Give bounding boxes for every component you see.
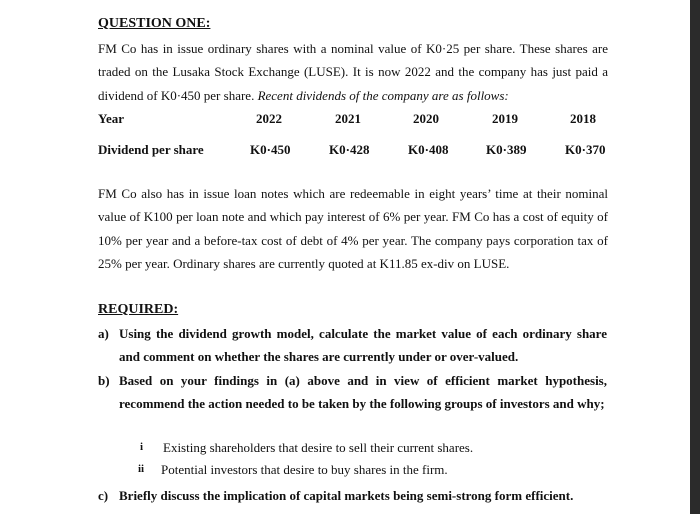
table-year-cell: 2018 [570, 111, 596, 126]
intro-paragraph [98, 37, 608, 107]
table-dividend-cell: K0·428 [329, 142, 370, 157]
table-year-cell: 2019 [492, 111, 518, 126]
loan-paragraph: FM Co also has in issue loan notes which are redeemable in eight years’ time at their nominal value of K100 per loan note and which pay interest of 6% per year. FM Co has a cost of equity of 10% per year and a before-tax cost of debt of 4% per year. The company pays corporation tax of 25% per year. Ordinary shares are currently quoted at K11.85 ex-div on LUSE. [98, 186, 608, 271]
table-year-label: Year [98, 111, 124, 126]
required-letter: c) [98, 488, 109, 503]
table-year-cell: 2020 [413, 111, 439, 126]
sub-item-text: Potential investors that desire to buy shares in the firm. [161, 462, 448, 477]
required-letter: a) [98, 326, 109, 341]
sub-item-number: ii [138, 463, 145, 475]
required-title: REQUIRED: [98, 302, 179, 317]
intro-text: FM Co has in issue ordinary shares with a nominal value of K0·25 per share. These shares are traded on the Lusaka Stock Exchange (LUSE). It is now 2022 and the company has just paid a dividend of K0·450 per share. [98, 41, 608, 103]
intro-italic-text: Recent dividends of the company are as follows: [257, 87, 509, 103]
required-text: Based on your findings in (a) above and in view of efficient market hypothesis, recommend the action needed to be taken by the following groups of investors and why; [119, 373, 607, 412]
required-text: Briefly discuss the implication of capital markets being semi-strong form efficient. [119, 488, 574, 503]
sub-item-text: Existing shareholders that desire to sell their current shares. [163, 440, 474, 455]
required-letter: b) [98, 373, 110, 388]
table-dividend-cell: K0·408 [408, 142, 449, 157]
table-year-cell: 2021 [335, 111, 361, 126]
table-dividend-label: Dividend per share [98, 142, 204, 157]
table-dividend-cell: K0·450 [250, 142, 291, 157]
window-edge [690, 0, 700, 514]
table-dividend-cell: K0·370 [565, 142, 606, 157]
table-year-cell: 2022 [256, 111, 282, 126]
table-dividend-cell: K0·389 [486, 142, 527, 157]
required-text: Using the dividend growth model, calculate the market value of each ordinary share and comment on whether the shares are currently under or over-valued. [119, 326, 607, 365]
question-title: QUESTION ONE: [98, 16, 211, 31]
sub-item-number: i [140, 441, 144, 453]
